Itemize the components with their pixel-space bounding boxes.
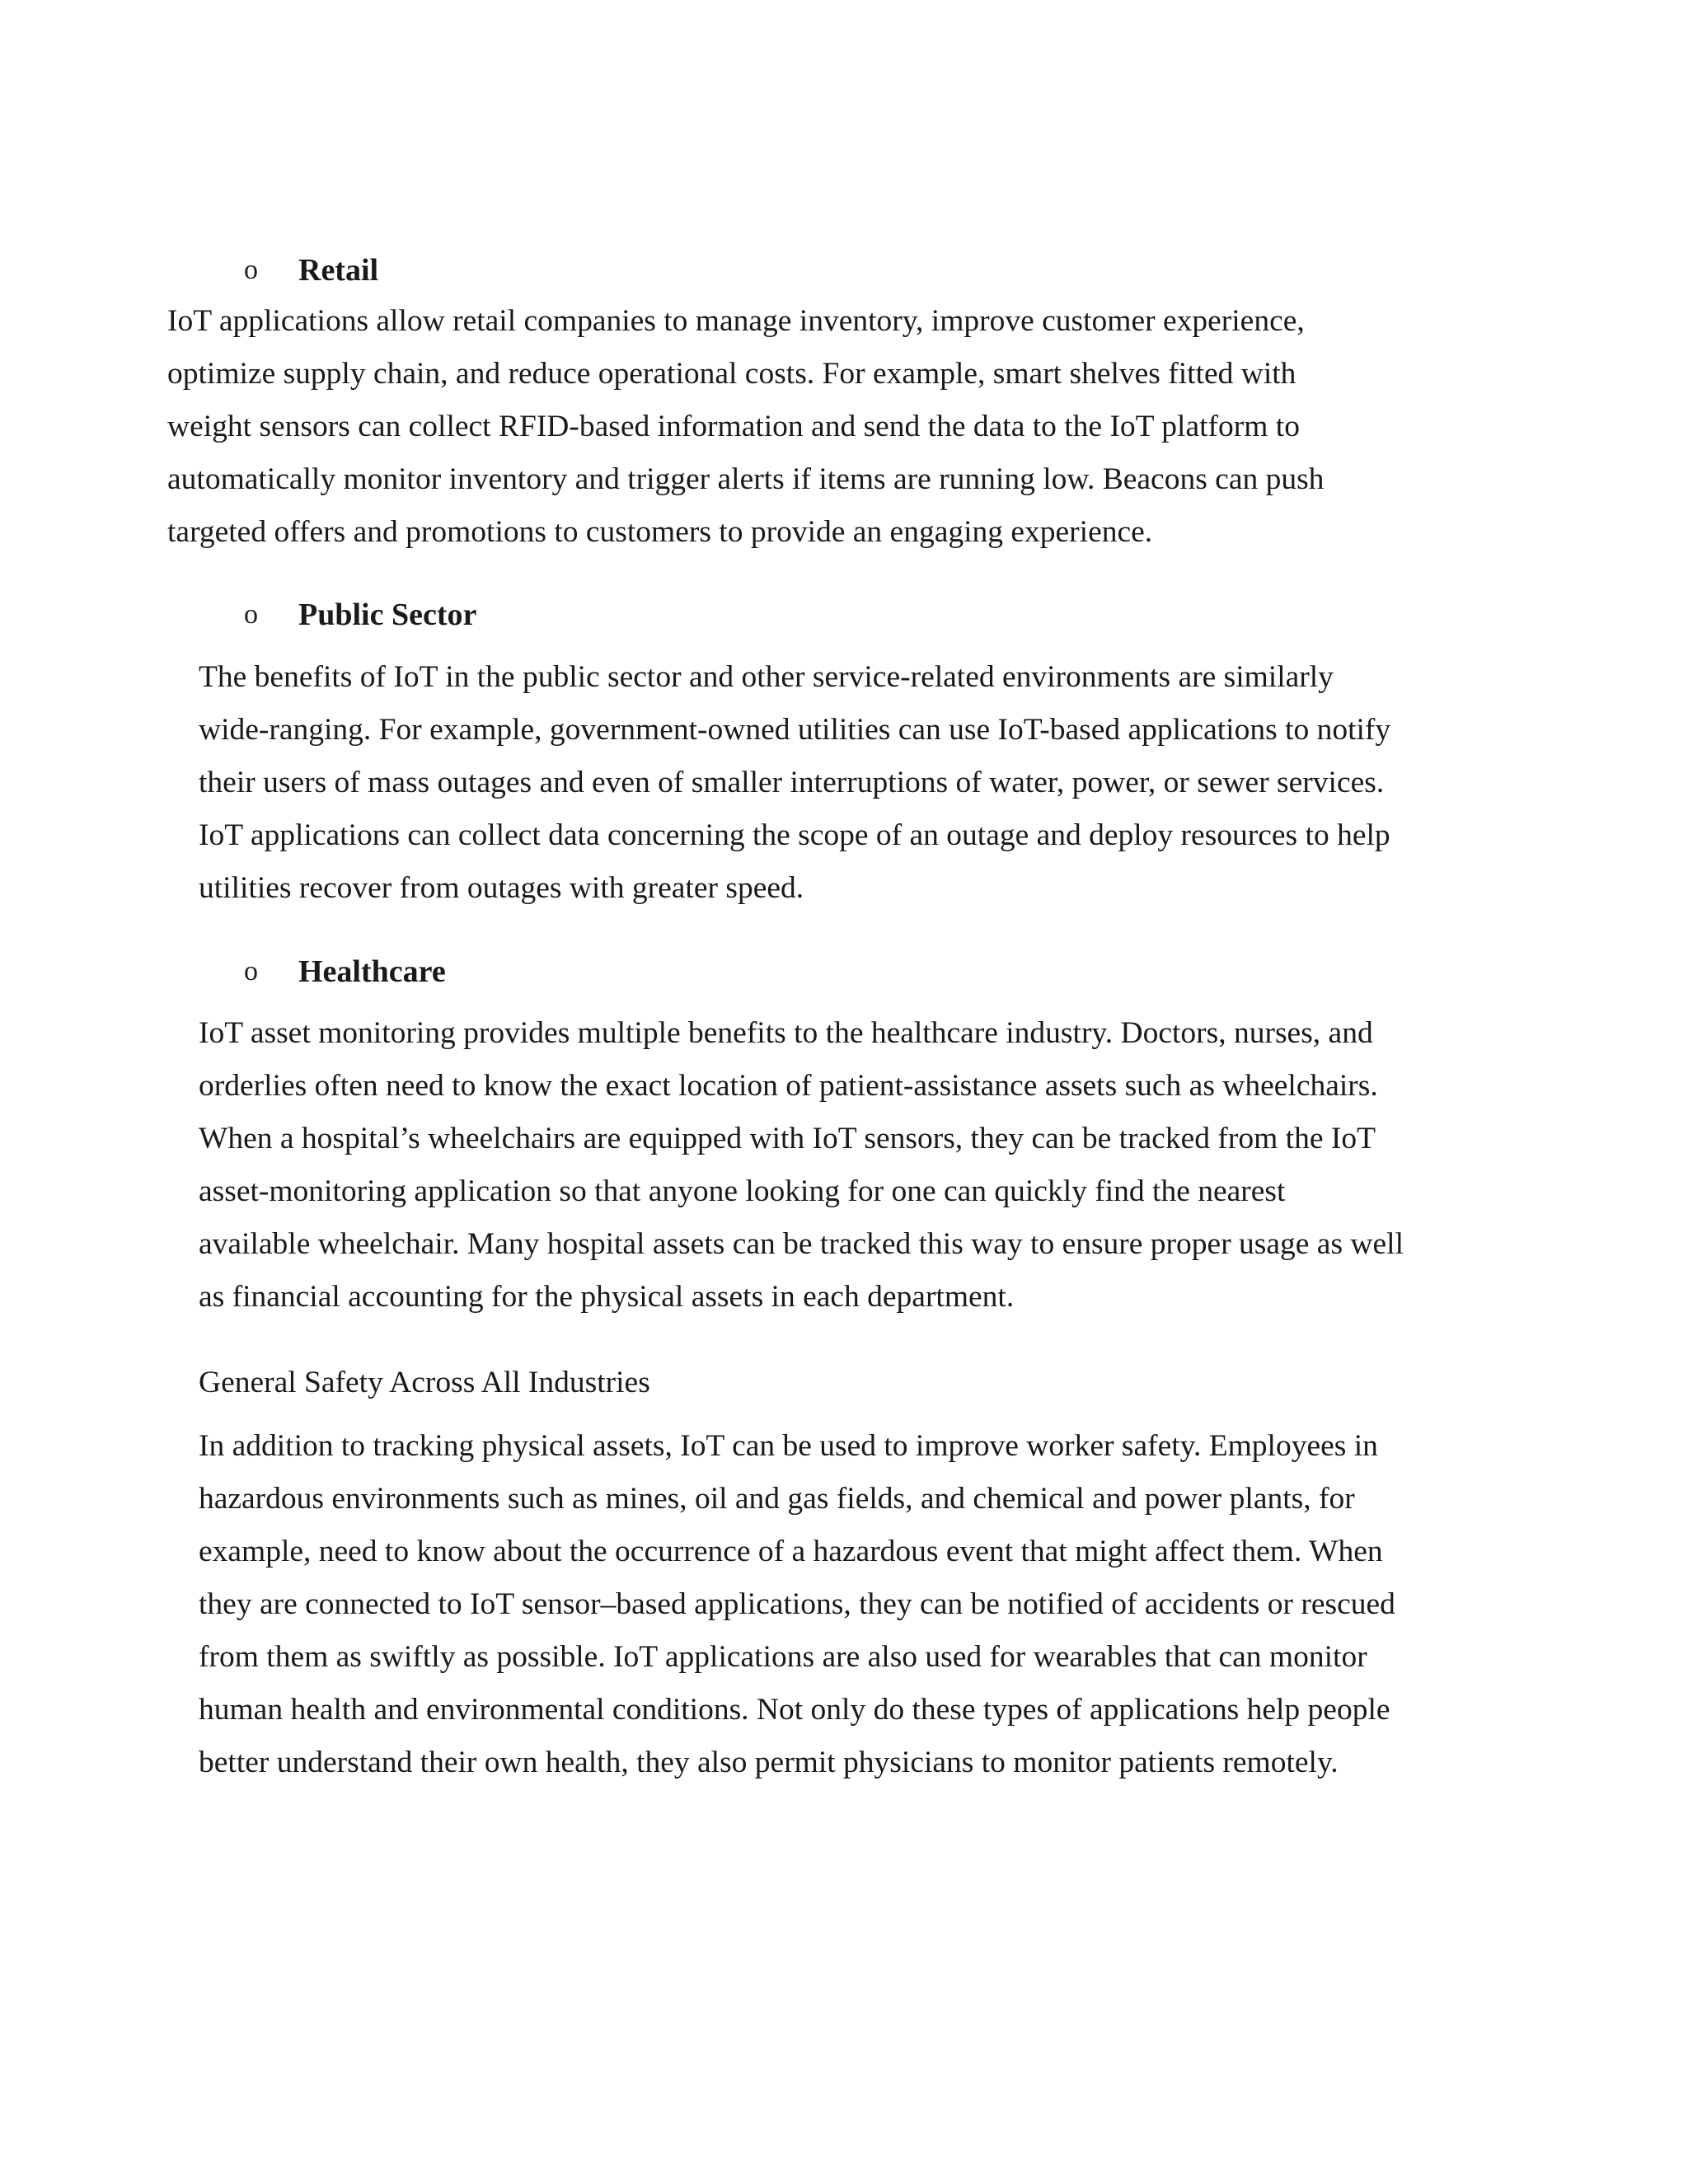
paragraph-line: example, need to know about the occurrence of a hazardous event that might affect them. When [199,1535,1383,1568]
paragraph-line: available wheelchair. Many hospital assets can be tracked this way to ensure proper usage as well [199,1227,1404,1261]
bullet-marker: o [244,255,258,285]
paragraph-line: asset-monitoring application so that anyone looking for one can quickly find the nearest [199,1174,1286,1208]
paragraph-line: weight sensors can collect RFID-based information and send the data to the IoT platform to [167,410,1300,443]
paragraph-line: IoT applications allow retail companies to manage inventory, improve customer experience, [167,304,1305,338]
section-title: Public Sector [298,598,477,632]
paragraph-line: IoT applications can collect data concerning the scope of an outage and deploy resources to help [199,818,1390,852]
paragraph-line: The benefits of IoT in the public sector and other service-related environments are similarly [199,660,1334,694]
paragraph-line: automatically monitor inventory and trigger alerts if items are running low. Beacons can push [167,462,1325,496]
paragraph-line: When a hospital’s wheelchairs are equipped with IoT sensors, they can be tracked from the IoT [199,1122,1376,1155]
paragraph-line: wide-ranging. For example, government-owned utilities can use IoT-based applications to notify [199,713,1391,747]
general-safety-paragraph [199,1420,1395,1789]
bullet-marker: o [244,599,258,630]
paragraph-line: IoT asset monitoring provides multiple benefits to the healthcare industry. Doctors, nurses, and [199,1016,1373,1050]
paragraph-line: hazardous environments such as mines, oil and gas fields, and chemical and power plants, for [199,1482,1355,1516]
paragraph-line: optimize supply chain, and reduce operational costs. For example, smart shelves fitted with [167,357,1296,391]
paragraph-line: In addition to tracking physical assets, IoT can be used to improve worker safety. Employees in [199,1429,1378,1463]
retail-paragraph [167,295,1324,559]
section-title: Healthcare [298,954,446,989]
paragraph-line: human health and environmental conditions. Not only do these types of applications help people [199,1693,1390,1727]
public-sector-paragraph [199,651,1390,915]
paragraph-line: from them as swiftly as possible. IoT applications are also used for wearables that can monitor [199,1640,1367,1674]
paragraph-line: utilities recover from outages with greater speed. [199,871,804,905]
paragraph-line: they are connected to IoT sensor–based applications, they can be notified of accidents or rescued [199,1587,1395,1621]
paragraph-line: targeted offers and promotions to customers to provide an engaging experience. [167,515,1153,549]
bullet-marker: o [244,956,258,987]
section-title: Retail [298,253,379,288]
paragraph-line: orderlies often need to know the exact location of patient-assistance assets such as wheelchairs. [199,1069,1378,1103]
paragraph-line: their users of mass outages and even of smaller interruptions of water, power, or sewer services. [199,766,1385,799]
general-safety-heading: General Safety Across All Industries [199,1366,650,1399]
paragraph-line: better understand their own health, they also permit physicians to monitor patients remotely. [199,1746,1339,1779]
paragraph-line: as financial accounting for the physical assets in each department. [199,1280,1015,1314]
healthcare-paragraph [199,1007,1404,1324]
